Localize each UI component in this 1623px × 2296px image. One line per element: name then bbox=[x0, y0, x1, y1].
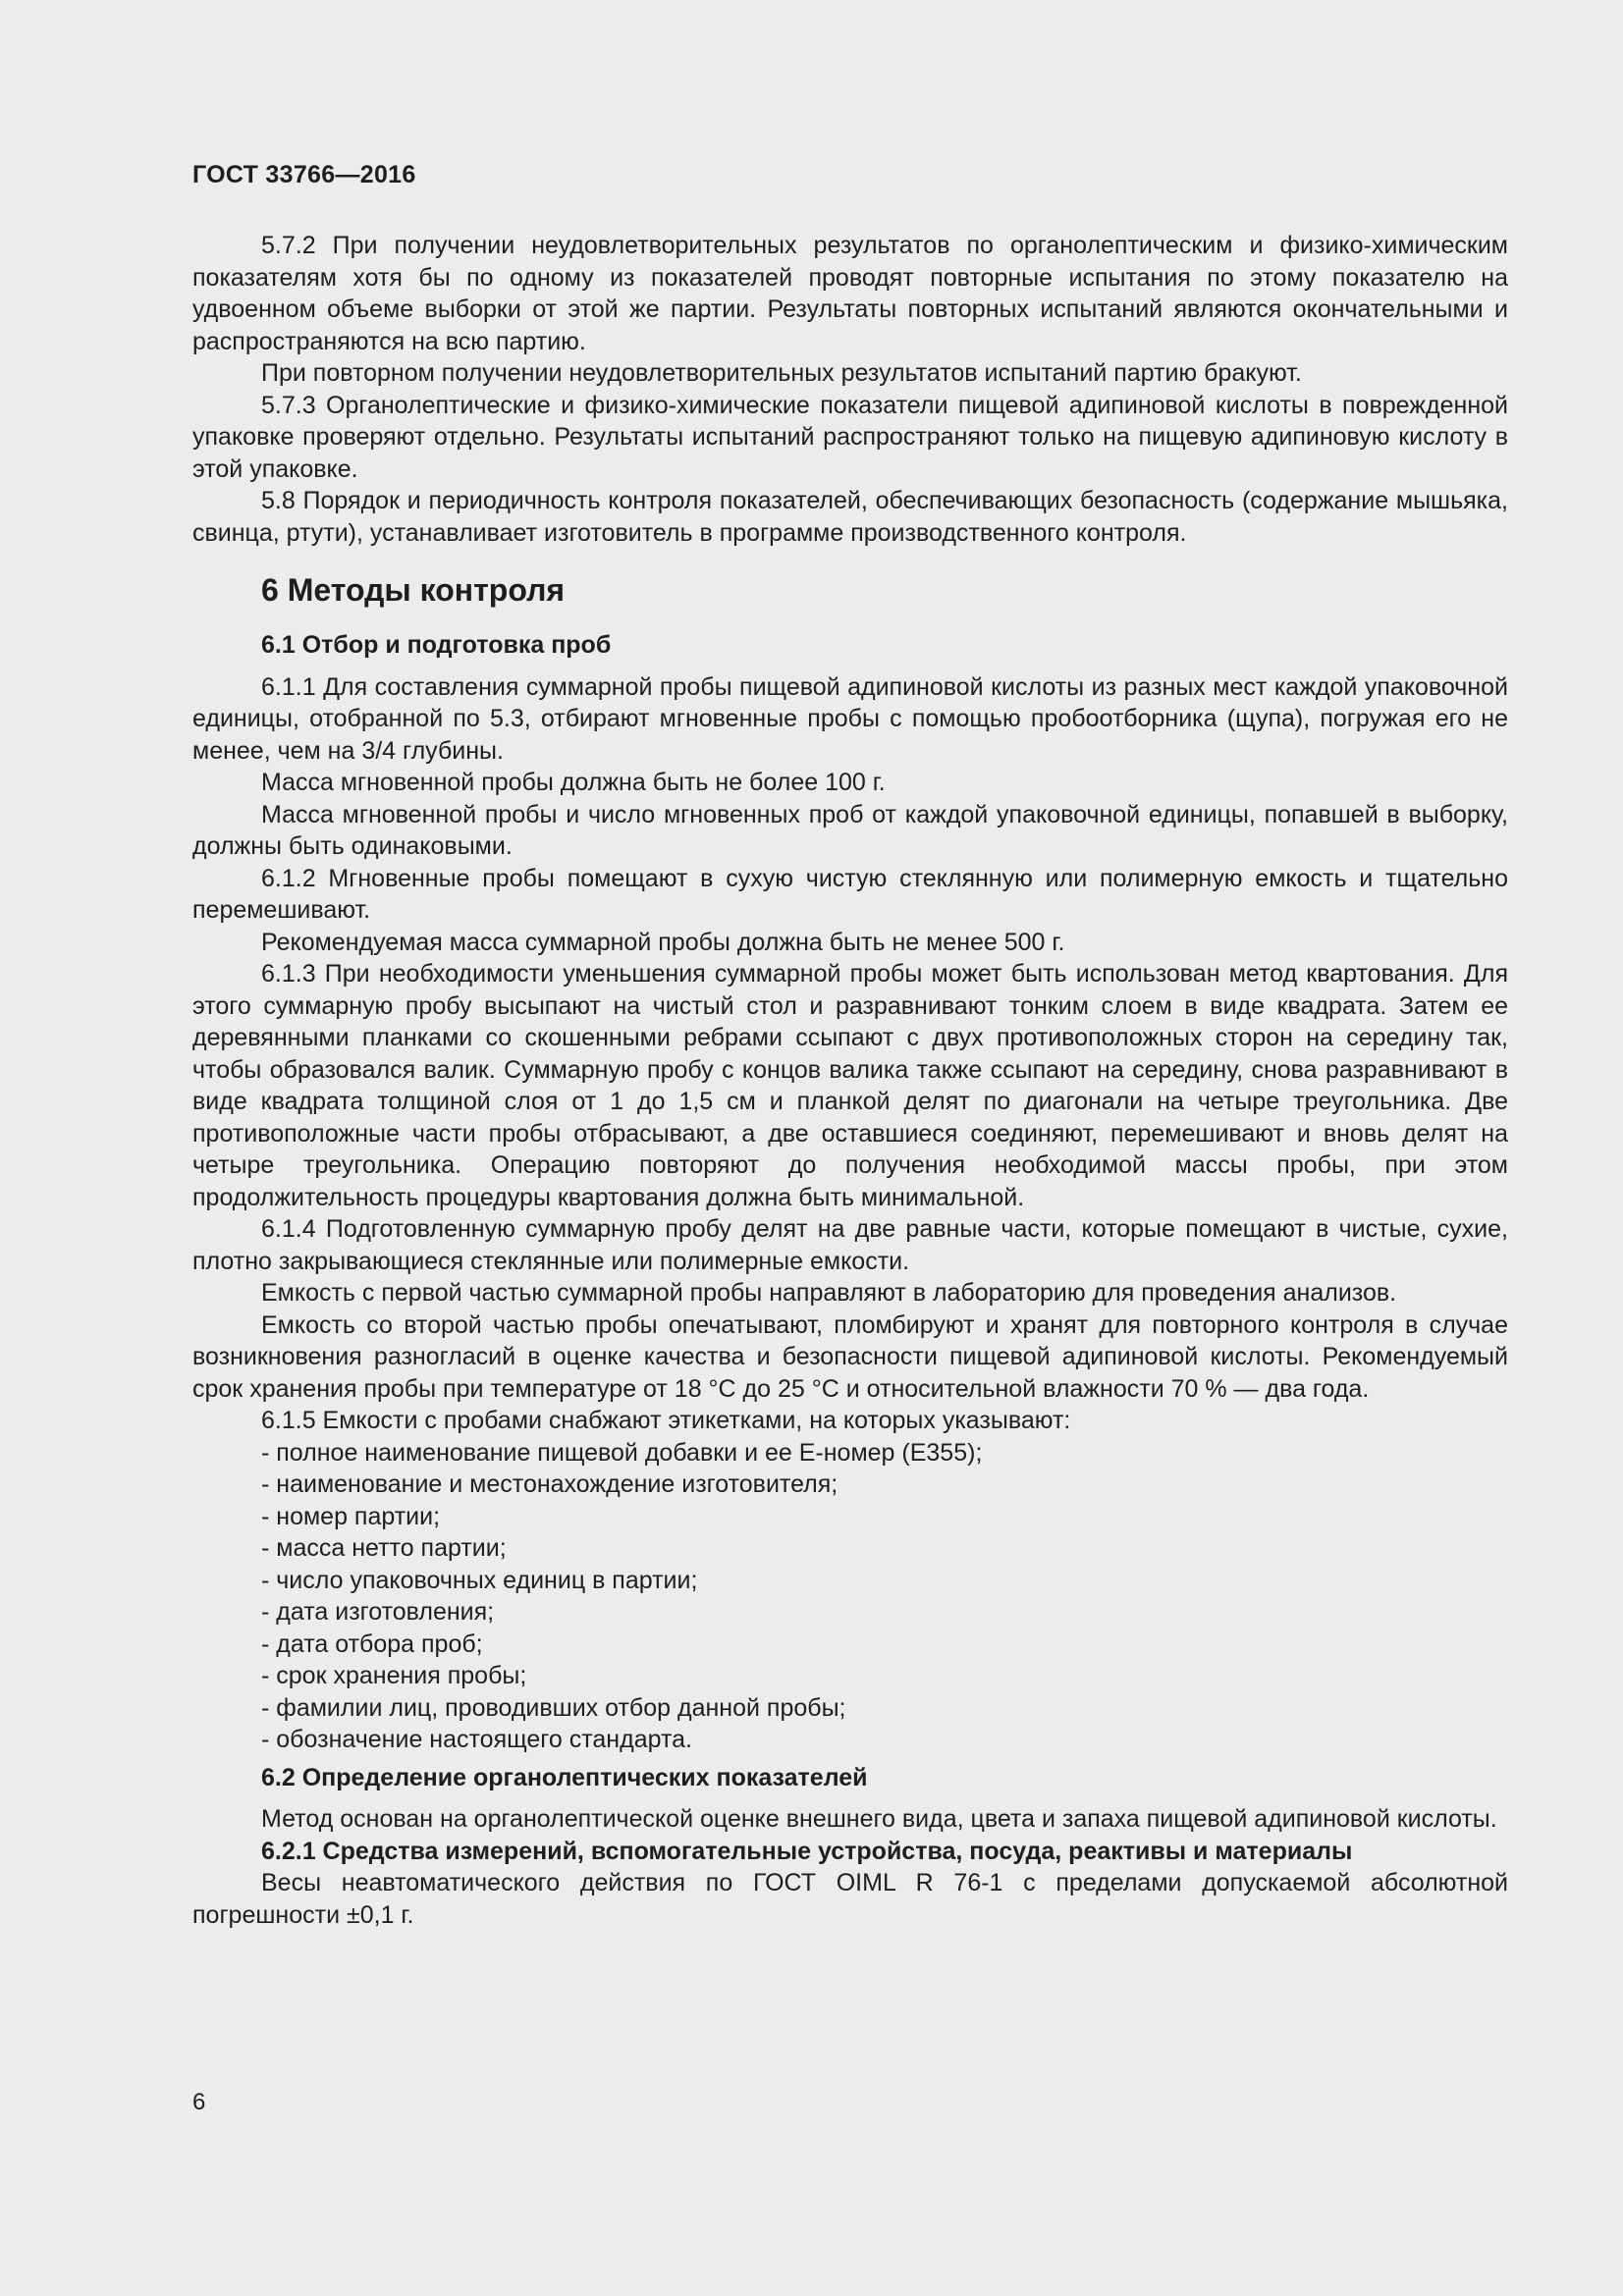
section-heading: 6 Методы контроля bbox=[261, 572, 566, 608]
paragraph: 6.1.2 Мгновенные пробы помещают в сухую чистую стеклянную или полимерную емкость и тщательно перемешивают. bbox=[192, 864, 1508, 924]
standard-header: ГОСТ 33766—2016 bbox=[192, 161, 416, 188]
paragraph: Емкость со второй частью пробы опечатывают, пломбируют и хранят для повторного контроля в случае возникновения разногласий в оценке качества и безопасности пищевой адипиновой кислоты. Рекомендуемый срок хранения пробы при температуре от 18 °С до 25 °С и относительной влажности 70 % — два года. bbox=[192, 1310, 1508, 1403]
page-number: 6 bbox=[192, 2089, 206, 2115]
paragraph: Масса мгновенной пробы должна быть не более 100 г. bbox=[261, 769, 886, 796]
list-item: - номер партии; bbox=[261, 1502, 441, 1530]
paragraph: Емкость с первой частью суммарной пробы направляют в лабораторию для проведения анализов. bbox=[261, 1279, 1397, 1307]
subsection-heading: 6.2 Определение органолептических показателей bbox=[261, 1763, 868, 1791]
paragraph: 6.1.4 Подготовленную суммарную пробу делят на две равные части, которые помещают в чистые, сухие, плотно закрывающиеся стеклянные или полимерные емкости. bbox=[192, 1215, 1508, 1275]
list-item: - срок хранения пробы; bbox=[261, 1662, 527, 1689]
paragraph: 6.1.3 При необходимости уменьшения суммарной пробы может быть использован метод квартования. Для этого суммарную пробу высыпают на чистый стол и разравнивают тонким слоем в виде квадрата. Затем ее деревянными планками со скошенными ребрами ссыпают с двух противоположных сторон на середину так, чтобы образовался валик. Суммарную пробу с концов валика также ссыпают на середину, снова разравнивают в виде квадрата толщиной слоя от 1 до 1,5 см и планкой делят по диагонали на четыре треугольника. Две противоположные части пробы отбрасывают, а две оставшиеся соединяют, перемешивают и вновь делят на четыре треугольника. Операцию повторяют до получения необходимой массы пробы, при этом продолжительность процедуры квартования должна быть минимальной. bbox=[192, 960, 1508, 1211]
paragraph: 5.8 Порядок и периодичность контроля показателей, обеспечивающих безопасность (содержание мышьяка, свинца, ртути), устанавливает изготовитель в программе производственного контроля. bbox=[192, 487, 1508, 547]
list-item: - полное наименование пищевой добавки и ее Е-номер (Е355); bbox=[261, 1438, 983, 1467]
list-item: - обозначение настоящего стандарта. bbox=[261, 1726, 692, 1753]
paragraph: 6.1.5 Емкости с пробами снабжают этикетками, на которых указывают: bbox=[261, 1407, 1071, 1434]
list-item: - дата отбора проб; bbox=[261, 1629, 483, 1658]
subsection-heading: 6.1 Отбор и подготовка проб bbox=[261, 631, 612, 659]
paragraph: Метод основан на органолептической оценке внешнего вида, цвета и запаха пищевой адипиновой кислоты. bbox=[261, 1805, 1497, 1833]
paragraph: 6.1.1 Для составления суммарной пробы пищевой адипиновой кислоты из разных мест каждой упаковочной единицы, отобранной по 5.3, отбирают мгновенные пробы с помощью пробоотборника (щупа), погружая его не менее, чем на 3/4 глубины. bbox=[192, 672, 1508, 765]
list-item: - фамилии лиц, проводивших отбор данной пробы; bbox=[261, 1693, 846, 1722]
paragraph: Весы неавтоматического действия по ГОСТ OIML R 76-1 с пределами допускаемой абсолютной погрешности ±0,1 г. bbox=[192, 1869, 1508, 1929]
paragraph: Рекомендуемая масса суммарной пробы должна быть не менее 500 г. bbox=[261, 928, 1065, 956]
clause-heading: 6.2.1 Средства измерений, вспомогательные устройства, посуда, реактивы и материалы bbox=[261, 1837, 1353, 1865]
paragraph: 5.7.2 При получении неудовлетворительных результатов по органолептическим и физико-химическим показателям хотя бы по одному из показателей проводят повторные испытания по этому показателю на удвоенном объеме выборки от этой же партии. Результаты повторных испытаний являются окончательными и распространяются на всю партию. bbox=[192, 232, 1508, 355]
list-item: - число упаковочных единиц в партии; bbox=[261, 1566, 698, 1594]
paragraph: Масса мгновенной пробы и число мгновенных проб от каждой упаковочной единицы, попавшей в выборку, должны быть одинаковыми. bbox=[192, 800, 1508, 860]
paragraph: 5.7.3 Органолептические и физико-химические показатели пищевой адипиновой кислоты в поврежденной упаковке проверяют отдельно. Результаты испытаний распространяют только на пищевую адипиновую кислоту в этой упаковке. bbox=[192, 391, 1508, 483]
paragraph: При повторном получении неудовлетворительных результатов испытаний партию бракуют. bbox=[261, 359, 1302, 387]
list-item: - дата изготовления; bbox=[261, 1598, 495, 1626]
list-item: - масса нетто партии; bbox=[261, 1534, 507, 1562]
list-item: - наименование и местонахождение изготовителя; bbox=[261, 1470, 839, 1498]
document-body bbox=[192, 230, 1508, 1931]
